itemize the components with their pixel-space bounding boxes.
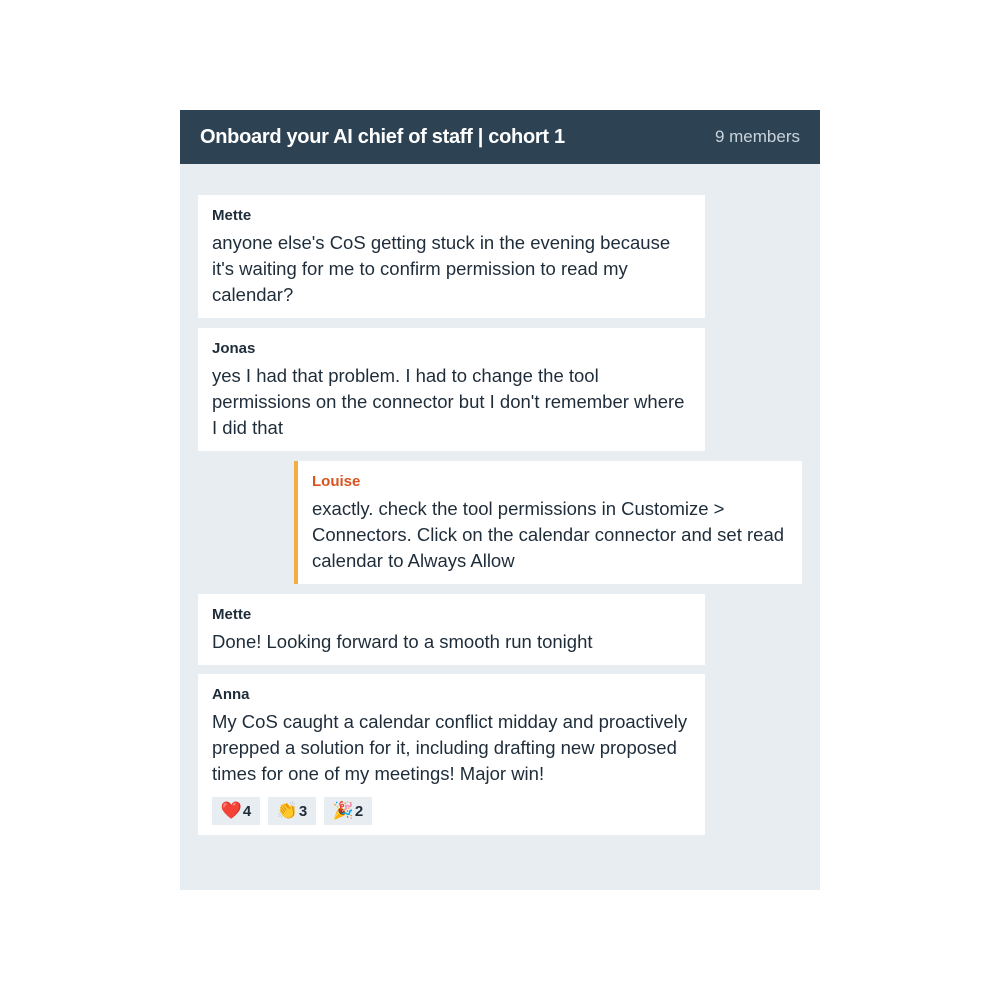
message-author[interactable]: Anna: [212, 686, 250, 703]
chat-panel: [180, 110, 820, 890]
message-author[interactable]: Jonas: [212, 340, 256, 357]
reactions-bar: [212, 797, 691, 825]
message-author[interactable]: Louise: [312, 473, 361, 490]
message-text: My CoS caught a calendar conflict midday and proactively prepped a solution for it, including drafting new proposed times for one of my meetings! Major win!: [212, 711, 688, 784]
reaction-count: 3: [298, 802, 308, 820]
message-text: yes I had that problem. I had to change the tool permissions on the connector but I don't remember where I did that: [212, 365, 685, 438]
channel-title: Onboard your AI chief of staff | cohort 1: [200, 125, 565, 148]
reaction-heart[interactable]: [212, 797, 260, 825]
message-author[interactable]: Mette: [212, 207, 252, 224]
reaction-clap[interactable]: [268, 797, 316, 825]
message-mette-1: [198, 195, 705, 318]
message-jonas: [198, 328, 705, 451]
message-text: Done! Looking forward to a smooth run tonight: [212, 631, 593, 652]
reaction-party[interactable]: [324, 797, 372, 825]
heart-icon: ❤️: [220, 801, 242, 820]
member-count[interactable]: 9 members: [714, 127, 800, 146]
party-popper-icon: 🎉: [332, 801, 354, 820]
reaction-count: 2: [354, 802, 364, 820]
message-mette-2: [198, 594, 705, 665]
message-anna: [198, 674, 705, 835]
message-author[interactable]: Mette: [212, 606, 252, 623]
message-louise-highlighted: [294, 461, 802, 584]
chat-header: [180, 110, 820, 164]
clapping-hands-icon: 👏: [276, 801, 298, 820]
message-text: anyone else's CoS getting stuck in the evening because it's waiting for me to confirm permission to read my calendar?: [212, 232, 671, 305]
message-text: exactly. check the tool permissions in Customize > Connectors. Click on the calendar connector and set read calendar to Always Allow: [312, 498, 785, 571]
reaction-count: 4: [242, 802, 252, 820]
